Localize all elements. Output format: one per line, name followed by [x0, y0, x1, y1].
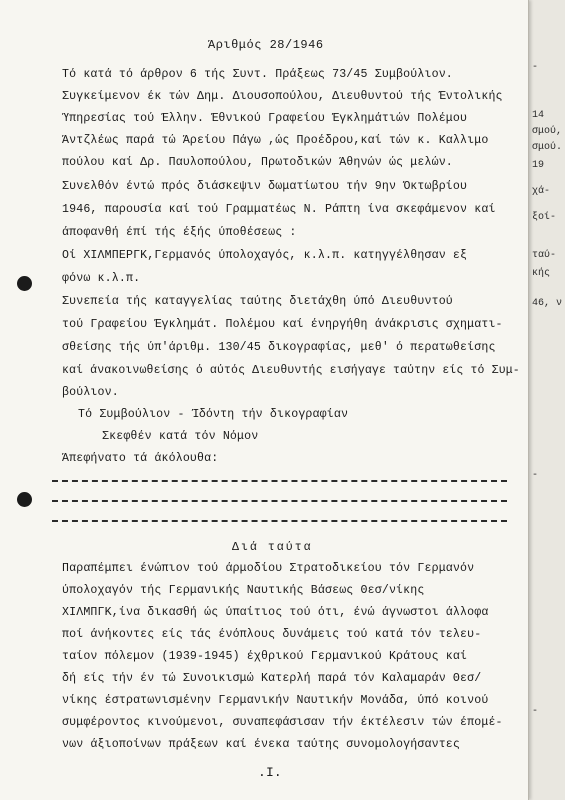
text-line: πούλου καί Δρ. Παυλοπούλου, Πρωτοδικών Άθηνών ώς μελών. [62, 156, 453, 169]
underlying-text-fragment: ξοί- [532, 212, 557, 223]
text-line: Άντζλέως παρά τώ Άρείου Πάγω ,ώς Προέδρου,καί τών κ. Καλλιμο [62, 134, 489, 147]
text-line: ταίον πόλεμον (1939-1945) έχθρικού Γερμανικού Κράτους καί [62, 650, 468, 663]
underlying-text-fragment: 46, ν [532, 298, 563, 309]
text-line: Τό κατά τό άρθρον 6 τής Συντ. Πράξεως 73/45 Συμβούλιον. [62, 68, 453, 81]
underlying-text-fragment: σμού. [532, 142, 563, 153]
text-line: Συνελθόν έντώ πρός διάσκεψιν δωματίωτου τήν 9ην Όκτωβρίου [62, 180, 468, 193]
text-line: Συνεπεία τής καταγγελίας ταύτης διετάχθη ύπό Διευθυντού [62, 295, 453, 308]
text-line: ύπολοχαγόν τής Γερμανικής Ναυτικής Βάσεως Θεσ/νίκης [62, 584, 425, 597]
text-line: σθείσης τής ύπ'άριθμ. 130/45 δικογραφίας, μεθ' ό περατωθείσης [62, 341, 496, 354]
document-number-header: Άριθμός 28/1946 [208, 38, 324, 52]
text-line: τού Γραφείου Έγκλημάτ. Πολέμου καί ένηργήθη άνάκρισις σχηματι- [62, 318, 503, 331]
punch-hole [17, 276, 32, 291]
dashed-separator [52, 500, 507, 504]
underlying-text-fragment: σμού, [532, 126, 563, 137]
dashed-separator [52, 480, 507, 484]
text-line: συμφέροντος κινούμενοι, συναπεφάσισαν τήν έκτέλεσιν τών έπομέ- [62, 716, 503, 729]
text-line: ΧΙΛΜΠΓΚ,ίνα δικασθή ώς ύπαίτιος τού ότι, ένώ άγνωστοι άλλοφα [62, 606, 489, 619]
text-line: Παραπέμπει ένώπιον τού άρμοδίου Στρατοδικείου τόν Γερμανόν [62, 562, 475, 575]
underlying-text-fragment: χά- [532, 186, 551, 197]
text-line: Τό Συμβούλιον - Ίδόντη τήν δικογραφίαν [78, 408, 349, 421]
text-line: φόνω κ.λ.π. [62, 272, 141, 285]
section-heading: Διά ταύτα [232, 541, 313, 554]
text-line: βούλιον. [62, 386, 119, 399]
text-line: ποί άνήκοντες είς τάς ένόπλους δυνάμεις τού κατά τόν τελευ- [62, 628, 482, 641]
underlying-text-fragment: - [532, 470, 539, 481]
underlying-text-fragment: - [532, 62, 539, 73]
dashed-separator [52, 520, 507, 524]
text-line: Ύπηρεσίας τού Έλλην. Έθνικού Γραφείου Έγκλημάτιών Πολέμου [62, 112, 468, 125]
text-line: Οί ΧΙΛΜΠΕΡΓΚ,Γερμανός ύπολοχαγός, κ.λ.π. κατηγγέλθησαν εξ [62, 249, 468, 262]
text-line: άποφανθή έπί τής έξής ύποθέσεως : [62, 226, 297, 239]
text-line: νων άξιοποίνων πράξεων καί ένεκα ταύτης συνομολογήσαντες [62, 738, 461, 751]
punch-hole [17, 492, 32, 507]
underlying-text-fragment: 19 [532, 160, 545, 171]
underlying-text-fragment: - [532, 706, 539, 717]
underlying-text-fragment: ταύ- [532, 250, 557, 261]
text-line: καί άνακοινωθείσης ό αύτός Διευθυντής εισήγαγε ταύτην είς τό Συμ- [62, 364, 520, 377]
text-line: δή είς τήν έν τώ Συνοικισμώ Κατερλή παρά τόν Καλαμαράν Θεσ/ [62, 672, 482, 685]
text-line: Σκεφθέν κατά τόν Νόμον [102, 430, 259, 443]
text-line: νίκης έστρατωνισμένην Γερμανικήν Ναυτικήν Μονάδα, ύπό κοινού [62, 694, 489, 707]
text-line: 1946, παρουσία καί τού Γραμματέως Ν. Ράπτη ίνα σκεφάμενον καί [62, 203, 496, 216]
page-mark: .Ι. [258, 765, 282, 780]
text-line: Συγκείμενον έκ τών Δημ. Διουσοπούλου, Διευθυντού τής Έντολικής [62, 90, 503, 103]
underlying-text-fragment: 14 [532, 110, 545, 121]
underlying-text-fragment: κής [532, 268, 551, 279]
text-line: Άπεφήνατο τά άκόλουθα: [62, 452, 219, 465]
